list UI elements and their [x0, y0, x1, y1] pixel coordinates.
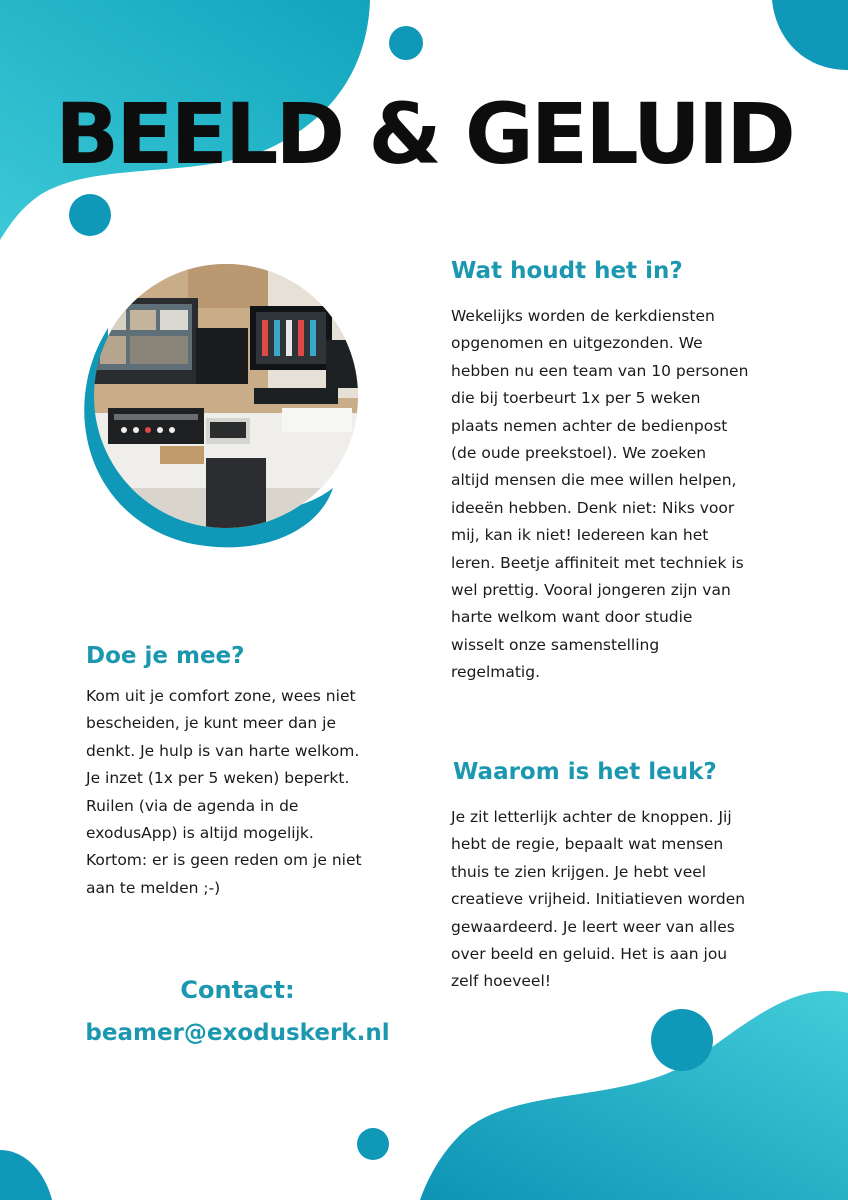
body-line: exodusApp) is altijd mogelijk. [86, 824, 314, 843]
body-line: leren. Beetje affiniteit met techniek is [451, 553, 744, 572]
section-heading-join: Doe je mee? [86, 643, 245, 669]
body-line: opgenomen en uitgezonden. We [451, 334, 703, 353]
body-line: die bij toerbeurt 1x per 5 weken [451, 389, 701, 408]
dot-bottom-right [651, 1009, 713, 1071]
body-line: (de oude preekstoel). We zoeken [451, 444, 707, 463]
contact-label: Contact: [180, 976, 295, 1004]
body-line: Ruilen (via de agenda in de [86, 796, 299, 815]
dot-bottom [357, 1128, 389, 1160]
body-line: Wekelijks worden de kerkdiensten [451, 307, 715, 325]
page-title: BEELD & GELUID [55, 85, 793, 183]
bottom-right-blob [420, 991, 848, 1200]
body-line: regelmatig. [451, 663, 540, 682]
body-line: Je inzet (1x per 5 weken) beperkt. [86, 769, 350, 788]
body-line: gewaardeerd. Je leert weer van alles [451, 917, 735, 936]
section-body-what [451, 303, 791, 687]
body-line: wel prettig. Vooral jongeren zijn van [451, 581, 731, 600]
section-body-fun [451, 804, 791, 996]
contact-email[interactable]: beamer@exoduskerk.nl [85, 1020, 390, 1046]
body-line: zelf hoeveel! [451, 972, 551, 991]
body-line: bescheiden, je kunt meer dan je [86, 714, 337, 733]
dot-left [69, 194, 111, 236]
body-line: plaats nemen achter de bedienpost [451, 416, 728, 435]
body-line: mij, kan ik niet! Iedereen kan het [451, 526, 709, 545]
body-line: altijd mensen die mee willen helpen, [451, 471, 737, 490]
top-right-blob [772, 0, 848, 70]
body-line: creatieve vrijheid. Initiatieven worden [451, 890, 746, 909]
broadcast-control-desk-photo [68, 258, 368, 550]
body-line: Kom uit je comfort zone, wees niet [86, 687, 356, 705]
dot-top [389, 26, 423, 60]
body-line: thuis te zien krijgen. Je hebt veel [451, 862, 707, 881]
body-line: aan te melden ;-) [86, 878, 221, 897]
body-line: hebben nu een team van 10 personen [451, 361, 749, 380]
section-heading-fun: Waarom is het leuk? [453, 759, 717, 785]
body-line: Kortom: er is geen reden om je niet [86, 851, 362, 870]
bottom-left-blob [0, 1150, 52, 1200]
section-heading-what: Wat houdt het in? [451, 258, 683, 284]
body-line: wisselt onze samenstelling [451, 635, 660, 654]
body-line: Je zit letterlijk achter de knoppen. Jij [451, 808, 732, 826]
body-line: harte welkom want door studie [451, 608, 693, 627]
body-line: denkt. Je hulp is van harte welkom. [86, 741, 360, 760]
body-line: ideeën hebben. Denk niet: Niks voor [451, 498, 735, 517]
body-line: hebt de regie, bepaalt wat mensen [451, 835, 724, 854]
body-line: over beeld en geluid. Het is aan jou [451, 945, 728, 964]
section-body-join [86, 683, 426, 902]
